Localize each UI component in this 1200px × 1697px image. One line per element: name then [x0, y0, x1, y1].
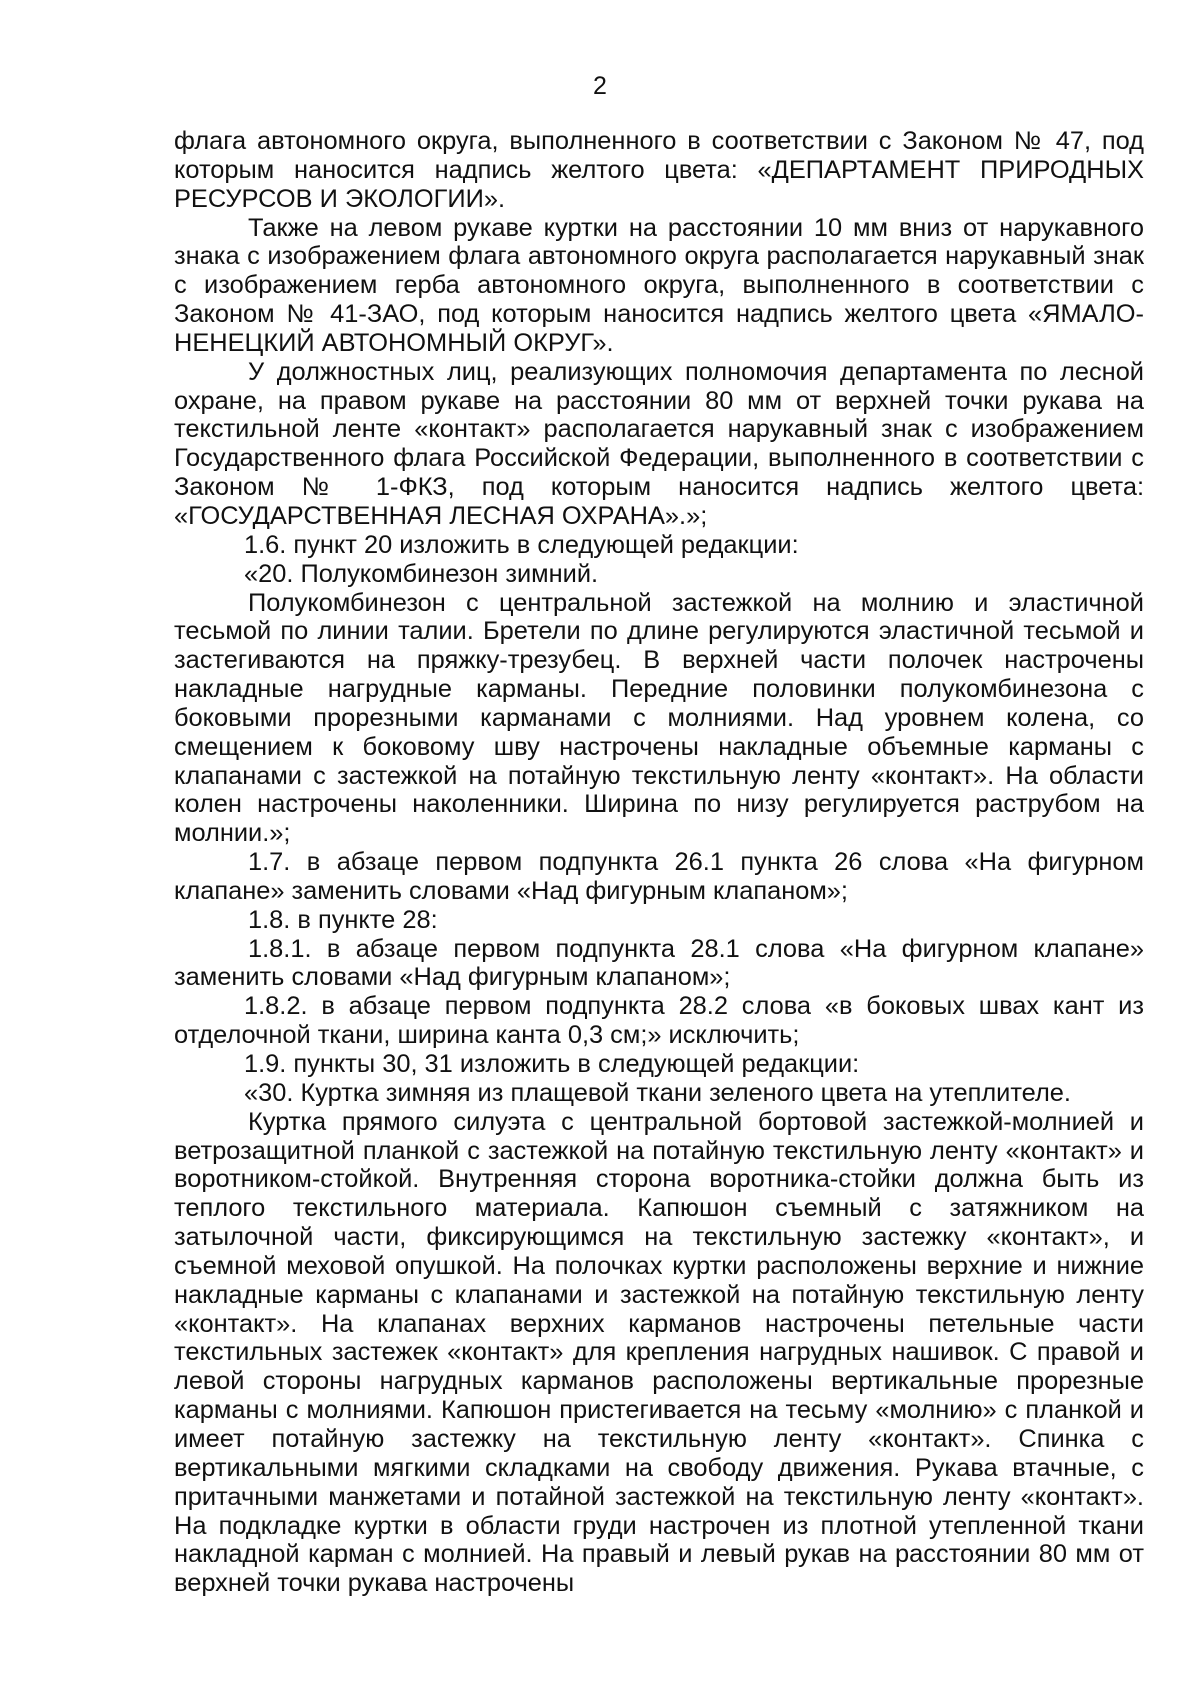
- page-number: 2: [593, 72, 607, 100]
- paragraph-coat-of-arms: Также на левом рукаве куртки на расстоянии 10 мм вниз от нарукавного знака с изображением флага автономного округа располагается нарукавный знак с изображением герба автономного округа, выполненного в соответствии с Законом № 41-ЗАО, под которым наносится надпись желтого цвета «ЯМАЛО-НЕНЕЦКИЙ АВТОНОМНЫЙ ОКРУГ».: [174, 213, 1144, 357]
- paragraph-forest-guard: У должностных лиц, реализующих полномочия департамента по лесной охране, на правом рукаве на расстоянии 80 мм от верхней точки рукава на текстильной ленте «контакт» располагается нарукавный знак с изображением Государственного флага Российской Федерации, выполненного в соответствии с Законом № 1-ФКЗ, под которым наносится надпись желтого цвета: «ГОСУДАРСТВЕННАЯ ЛЕСНАЯ ОХРАНА».»;: [174, 357, 1144, 530]
- paragraph-item-1-6: 1.6. пункт 20 изложить в следующей редакции:: [244, 530, 799, 559]
- paragraph-item-30-title: «30. Куртка зимняя из плащевой ткани зеленого цвета на утеплителе.: [244, 1078, 1071, 1107]
- paragraph-item-1-8-1: 1.8.1. в абзаце первом подпункта 28.1 слова «На фигурном клапане» заменить словами «Над фигурным клапаном»;: [174, 934, 1144, 992]
- document-body: [174, 127, 1144, 1598]
- paragraph-item-1-7: 1.7. в абзаце первом подпункта 26.1 пункта 26 слова «На фигурном клапане» заменить словами «Над фигурным клапаном»;: [174, 848, 1144, 905]
- paragraph-item-1-8-2: 1.8.2. в абзаце первом подпункта 28.2 слова «в боковых швах кант из отделочной ткани, ширина канта 0,3 см;» исключить;: [174, 992, 1144, 1050]
- paragraph-item-1-9: 1.9. пункты 30, 31 изложить в следующей редакции:: [244, 1050, 860, 1078]
- paragraph-continuation-flag: флага автономного округа, выполненного в соответствии с Законом № 47, под которым наносится надпись желтого цвета: «ДЕПАРТАМЕНТ ПРИРОДНЫХ РЕСУРСОВ И ЭКОЛОГИИ».: [174, 127, 1144, 213]
- paragraph-item-20-description: Полукомбинезон с центральной застежкой на молнию и эластичной тесьмой по линии талии. Бретели по длине регулируются эластичной тесьмой и застегиваются на пряжку-трезубец. В верхней части полочек настрочены накладные нагрудные карманы. Передние половинки полукомбинезона с боковыми прорезными карманами с молниями. Над уровнем колена, со смещением к боковому шву настрочены накладные объемные карманы с клапанами с застежкой на потайную текстильную ленту «контакт». На области колен настрочены наколенники. Ширина по низу регулируется раструбом на молнии.»;: [174, 588, 1144, 848]
- paragraph-item-20-title: «20. Полукомбинезон зимний.: [244, 559, 599, 588]
- paragraph-item-30-description: Куртка прямого силуэта с центральной бортовой застежкой-молнией и ветрозащитной планкой с застежкой на потайную текстильную ленту «контакт» и воротником-стойкой. Внутренняя сторона воротника-стойки должна быть из теплого текстильного материала. Капюшон съемный с затяжником на затылочной части, фиксирующимся на текстильную застежку «контакт», и съемной меховой опушкой. На полочках куртки расположены верхние и нижние накладные карманы с клапанами и застежкой на потайную текстильную ленту «контакт». На клапанах верхних карманов настрочены петельные части текстильных застежек «контакт» для крепления нагрудных нашивок. С правой и левой стороны нагрудных карманов расположены вертикальные прорезные карманы с молниями. Капюшон пристегивается на тесьму «молнию» с планкой и имеет потайную застежку на текстильную ленту «контакт». Спинка с вертикальными мягкими складками на свободу движения. Рукава втачные, с притачными манжетами и потайной застежкой на текстильную ленту «контакт». На подкладке куртки в области груди настрочен из плотной утепленной ткани накладной карман с молнией. На правый и левый рукав на расстоянии 80 мм от верхней точки рукава настрочены: [174, 1107, 1144, 1598]
- paragraph-item-1-8: 1.8. в пункте 28:: [248, 905, 438, 934]
